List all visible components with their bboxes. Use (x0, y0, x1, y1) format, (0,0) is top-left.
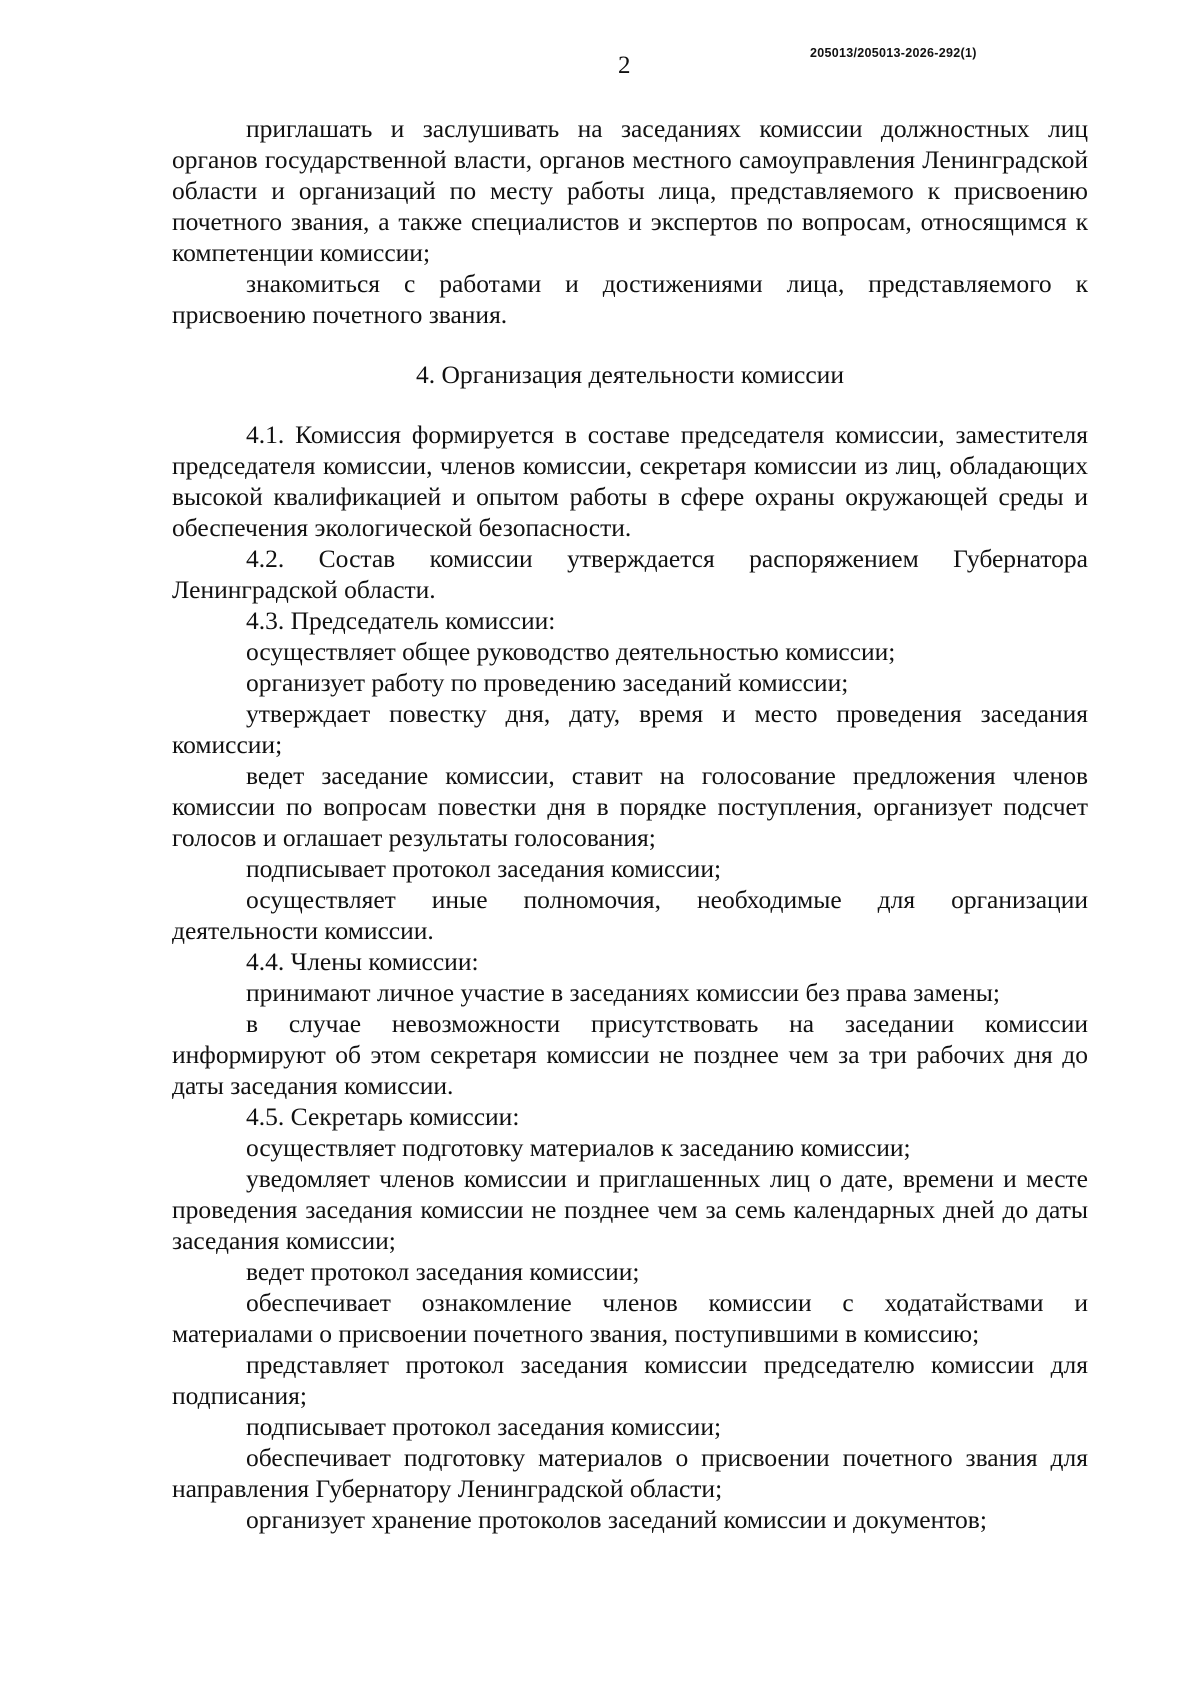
paragraph: 4.4. Члены комиссии: (246, 947, 479, 976)
paragraph: 4.3. Председатель комиссии: (246, 606, 556, 635)
paragraph: принимают личное участие в заседаниях комиссии без права замены; (246, 978, 1000, 1007)
paragraph: знакомиться с работами и достижениями лица, представляемого к присвоению почетного звания. (172, 269, 1088, 329)
paragraph: приглашать и заслушивать на заседаниях комиссии должностных лиц органов государственной власти, органов местного самоуправления Ленинградской области и организаций по месту работы лица, представляемого к присвоению почетного звания, а также специалистов и экспертов по вопросам, относящимся к компетенции комиссии; (172, 114, 1088, 267)
paragraph: в случае невозможности присутствовать на заседании комиссии информируют об этом секретаря комиссии не позднее чем за три рабочих дня до даты заседания комиссии. (172, 1009, 1088, 1100)
paragraph: осуществляет общее руководство деятельностью комиссии; (246, 637, 896, 666)
paragraph: 4.2. Состав комиссии утверждается распоряжением Губернатора Ленинградской области. (172, 544, 1088, 604)
paragraph: 4.1. Комиссия формируется в составе председателя комиссии, заместителя председателя комиссии, членов комиссии, секретаря комиссии из лиц, обладающих высокой квалификацией и опытом работы в сфере охраны окружающей среды и обеспечения экологической безопасности. (172, 420, 1088, 542)
paragraph: осуществляет подготовку материалов к заседанию комиссии; (246, 1133, 911, 1162)
paragraph: организует работу по проведению заседаний комиссии; (246, 668, 849, 697)
paragraph: подписывает протокол заседания комиссии; (246, 1412, 722, 1441)
document-body (172, 113, 1088, 1535)
paragraph: ведет заседание комиссии, ставит на голосование предложения членов комиссии по вопросам повестки дня в порядке поступления, организует подсчет голосов и оглашает результаты голосования; (172, 761, 1088, 852)
paragraph: 4.5. Секретарь комиссии: (246, 1102, 520, 1131)
paragraph: подписывает протокол заседания комиссии; (246, 854, 722, 883)
paragraph: уведомляет членов комиссии и приглашенных лиц о дате, времени и месте проведения заседания комиссии не позднее чем за семь календарных дней до даты заседания комиссии; (172, 1164, 1088, 1255)
paragraph: организует хранение протоколов заседаний комиссии и документов; (246, 1505, 987, 1534)
section-heading: 4. Организация деятельности комиссии (416, 360, 844, 389)
paragraph: обеспечивает подготовку материалов о присвоении почетного звания для направления Губернатору Ленинградской области; (172, 1443, 1088, 1503)
paragraph: представляет протокол заседания комиссии председателю комиссии для подписания; (172, 1350, 1088, 1410)
document-id: 205013/205013-2026-292(1) (810, 46, 977, 60)
paragraph: утверждает повестку дня, дату, время и место проведения заседания комиссии; (172, 699, 1088, 759)
paragraph: ведет протокол заседания комиссии; (246, 1257, 640, 1286)
page-number: 2 (618, 52, 631, 79)
paragraph: обеспечивает ознакомление членов комиссии с ходатайствами и материалами о присвоении почетного звания, поступившими в комиссию; (172, 1288, 1088, 1348)
paragraph: осуществляет иные полномочия, необходимые для организации деятельности комиссии. (172, 885, 1088, 945)
